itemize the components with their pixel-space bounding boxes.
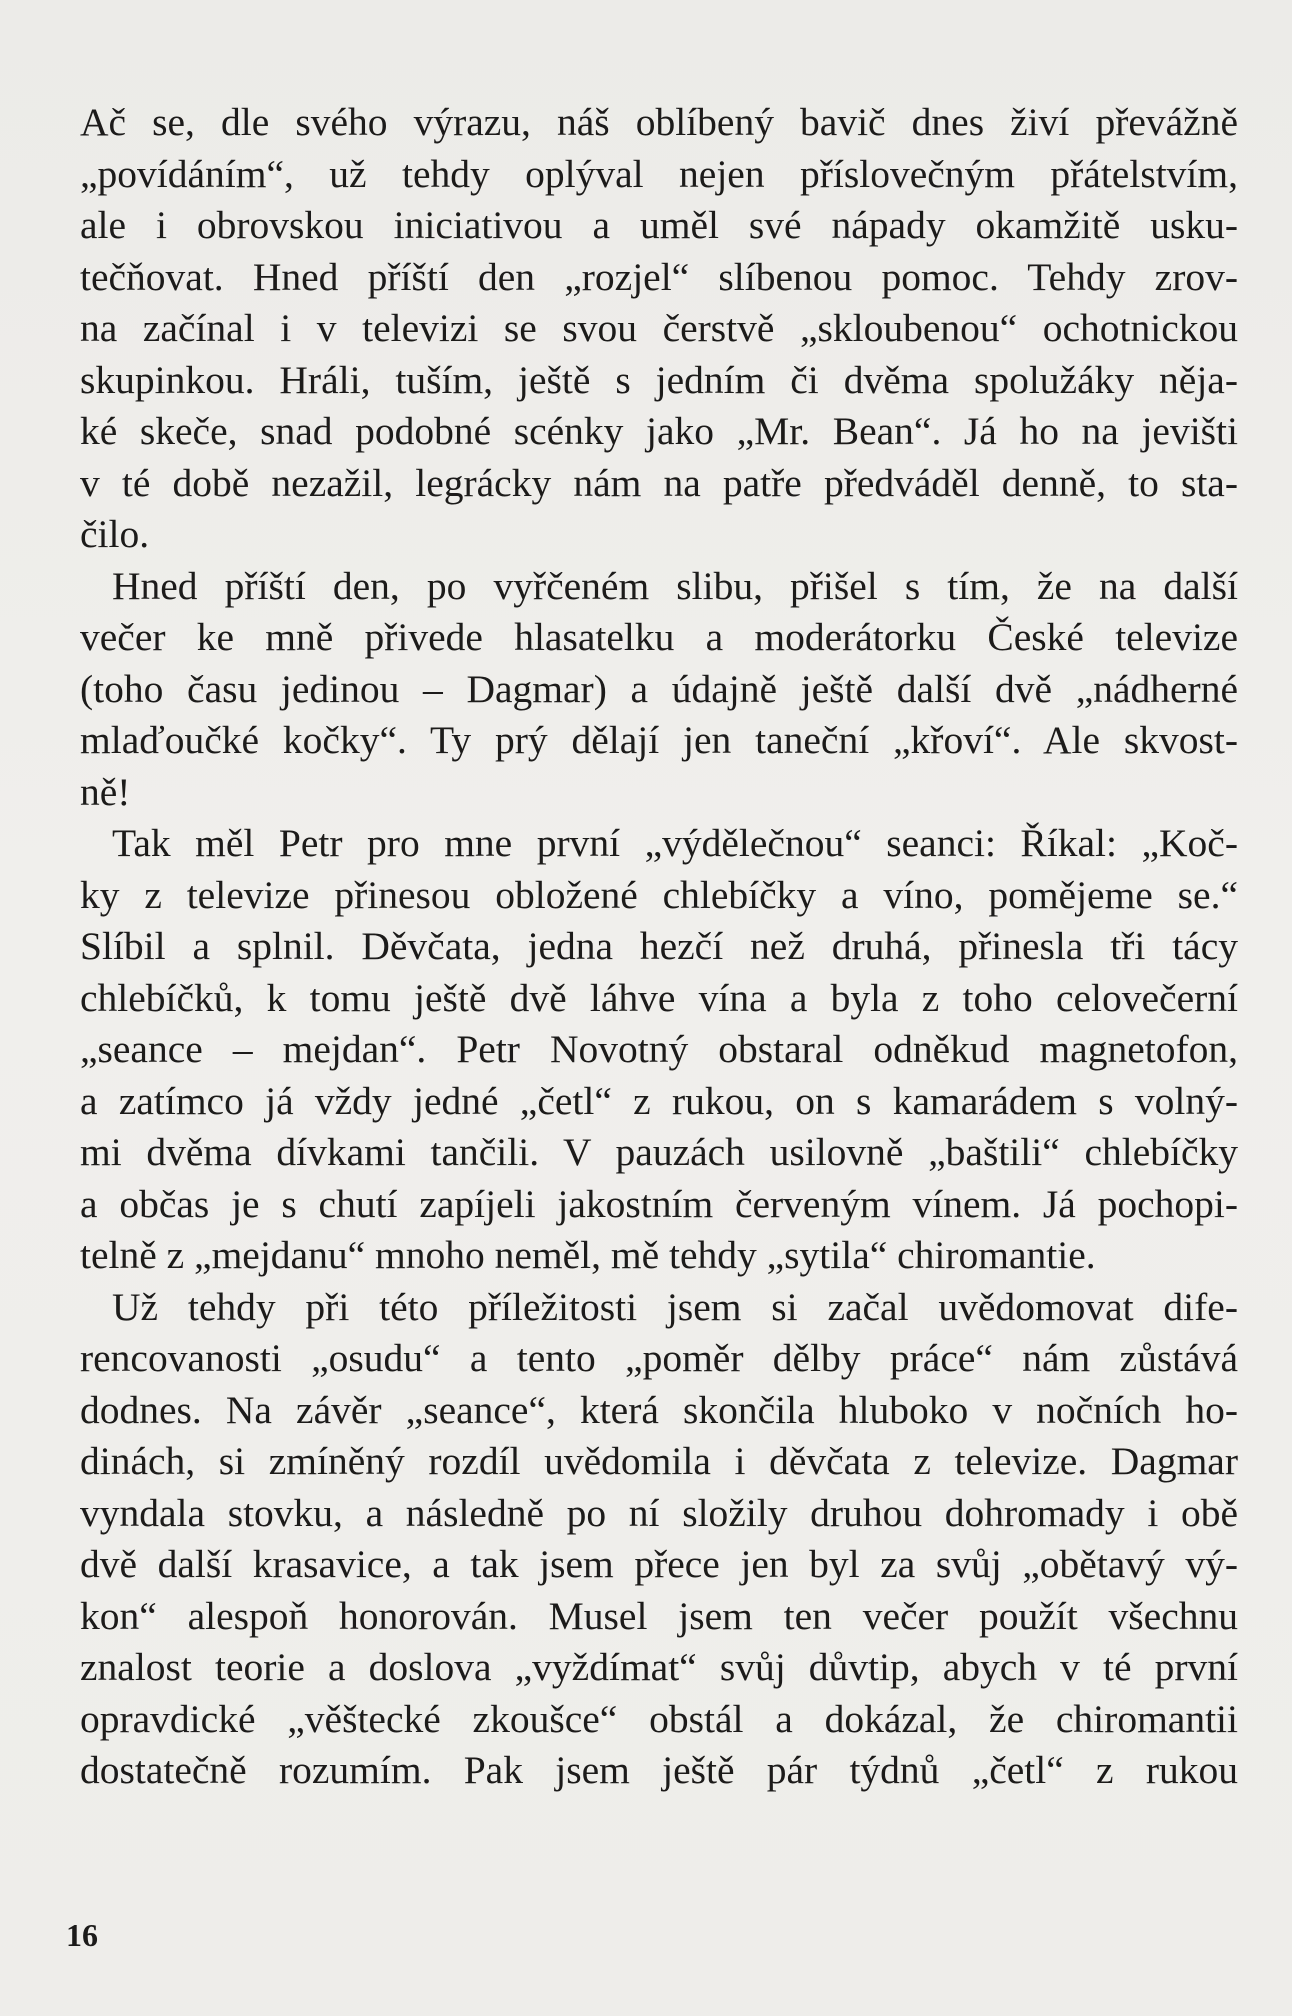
text-line: opravdické „věštecké zkoušce“ obstál a dokázal, že chiromantii bbox=[80, 1696, 1238, 1741]
text-line: a občas je s chutí zapíjeli jakostním červeným vínem. Já pochopi- bbox=[80, 1181, 1238, 1226]
text-line: dvě další krasavice, a tak jsem přece jen byl za svůj „obětavý vý- bbox=[80, 1542, 1238, 1586]
text-line: chlebíčků, k tomu ještě dvě láhve vína a byla z toho celovečerní bbox=[80, 975, 1238, 1020]
text-line: ně! bbox=[80, 769, 131, 814]
text-line: ale i obrovskou iniciativou a uměl své nápady okamžitě usku- bbox=[80, 203, 1238, 247]
text-line: (toho času jedinou – Dagmar) a údajně ještě další dvě „nádherné bbox=[80, 666, 1238, 711]
text-line: tečňovat. Hned příští den „rozjel“ slíbenou pomoc. Tehdy zrov- bbox=[80, 254, 1238, 299]
text-line: a zatímco já vždy jedné „četl“ z rukou, on s kamarádem s volný- bbox=[80, 1078, 1238, 1123]
text-line: kon“ alespoň honorován. Musel jsem ten večer použít všechnu bbox=[80, 1593, 1238, 1638]
text-line: ky z televize přinesou obložené chlebíčky a víno, pomějeme se.“ bbox=[80, 872, 1238, 917]
text-line: rencovanosti „osudu“ a tento „poměr dělby práce“ nám zůstává bbox=[80, 1336, 1238, 1380]
text-line: Ač se, dle svého výrazu, náš oblíbený bavič dnes živí převážně bbox=[80, 100, 1238, 144]
text-line: mlaďoučké kočky“. Ty prý dělají jen taneční „křoví“. Ale skvost- bbox=[80, 718, 1238, 762]
text-line: znalost teorie a doslova „vyždímat“ svůj důvtip, abych v té první bbox=[80, 1645, 1238, 1689]
text-line: telně z „mejdanu“ mnoho neměl, mě tehdy „sytila“ chiromantie. bbox=[80, 1233, 1096, 1277]
paragraph-first-line: Už tehdy při této příležitosti jsem si začal uvědomovat dife- bbox=[112, 1284, 1238, 1329]
paragraph-first-line: Hned příští den, po vyřčeném slibu, přišel s tím, že na další bbox=[112, 563, 1238, 608]
body-text bbox=[80, 97, 1238, 1797]
text-line: Slíbil a splnil. Děvčata, jedna hezčí než druhá, přinesla tři tácy bbox=[80, 924, 1238, 968]
text-line: v té době nezažil, legrácky nám na patře předváděl denně, to sta- bbox=[80, 460, 1238, 505]
text-line: skupinkou. Hráli, tuším, ještě s jedním či dvěma spolužáky něja- bbox=[80, 357, 1238, 402]
page-number: 16 bbox=[66, 1917, 98, 1953]
text-line: večer ke mně přivede hlasatelku a moderátorku České televize bbox=[80, 615, 1238, 659]
text-line: vyndala stovku, a následně po ní složily druhou dohromady i obě bbox=[80, 1490, 1238, 1535]
text-line: dinách, si zmíněný rozdíl uvědomila i děvčata z televize. Dagmar bbox=[80, 1439, 1238, 1483]
paragraph-first-line: Tak měl Petr pro mne první „výdělečnou“ seanci: Říkal: „Koč- bbox=[112, 821, 1238, 865]
text-line: dodnes. Na závěr „seance“, která skončila hluboko v nočních ho- bbox=[80, 1387, 1238, 1432]
text-line: na začínal i v televizi se svou čerstvě „skloubenou“ ochotnickou bbox=[80, 306, 1238, 350]
text-line: „povídáním“, už tehdy oplýval nejen příslovečným přátelstvím, bbox=[80, 151, 1238, 196]
text-line: „seance – mejdan“. Petr Novotný obstaral odněkud magnetofon, bbox=[80, 1027, 1238, 1071]
text-line: dostatečně rozumím. Pak jsem ještě pár týdnů „četl“ z rukou bbox=[80, 1748, 1238, 1792]
text-line: ké skeče, snad podobné scénky jako „Mr. Bean“. Já ho na jevišti bbox=[80, 409, 1238, 453]
text-line: čilo. bbox=[80, 512, 150, 556]
text-line: mi dvěma dívkami tančili. V pauzách usilovně „baštili“ chlebíčky bbox=[80, 1130, 1238, 1174]
